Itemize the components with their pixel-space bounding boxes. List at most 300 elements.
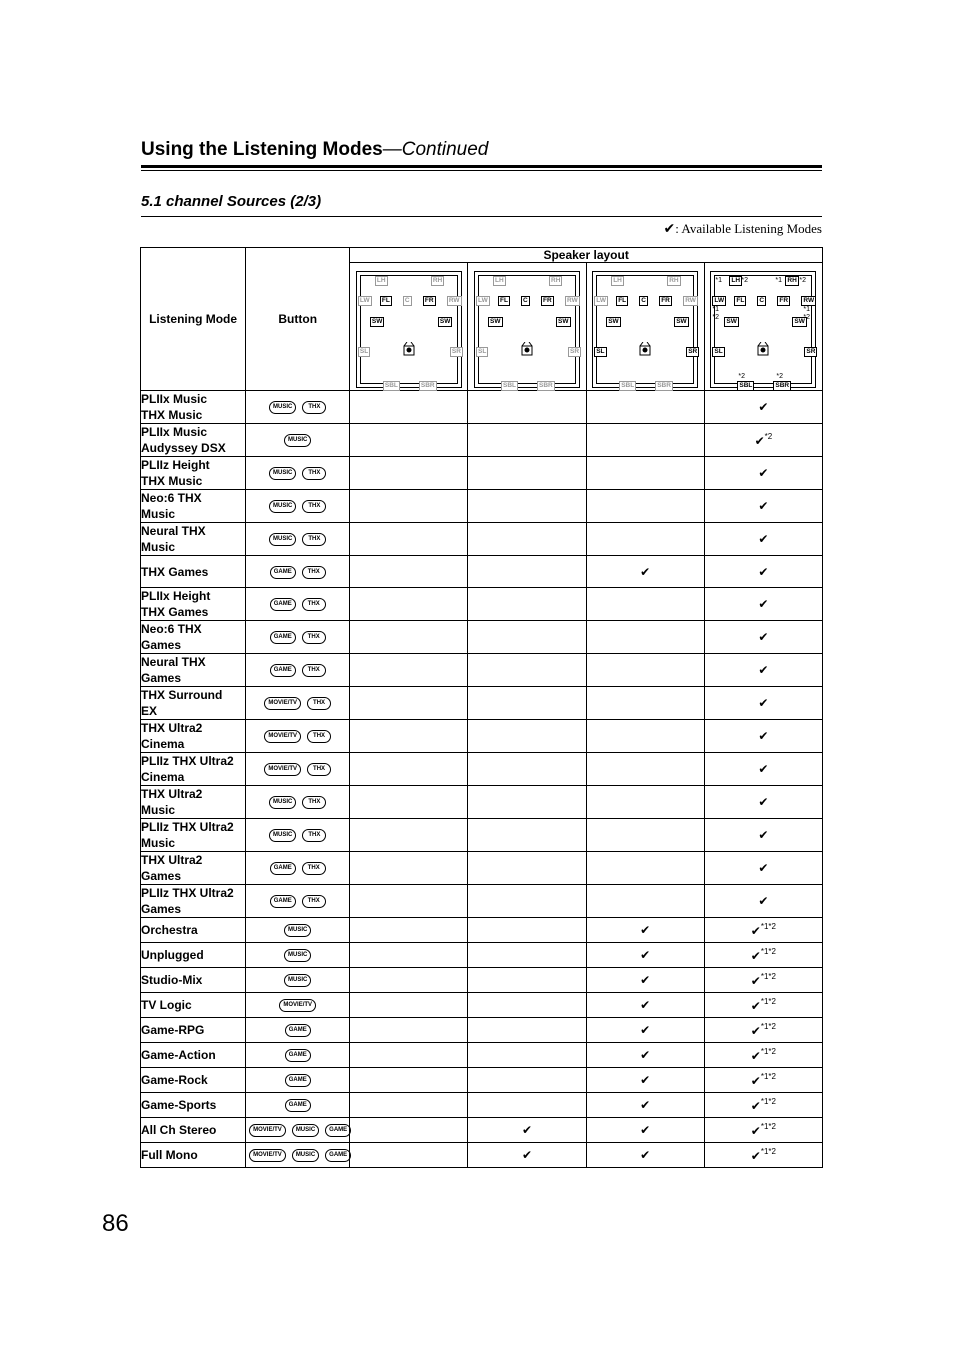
availability-cell-layout-3 [586,943,704,968]
availability-cell-layout-4 [704,852,822,885]
speaker-sl: SL [478,348,487,355]
speaker-sw: SW [371,318,383,325]
table-row [141,391,823,424]
availability-cell-layout-3 [586,621,704,654]
speaker-sbr: SBR [775,382,790,389]
footnote-ref: *1*2 [760,1097,776,1106]
availability-cell-layout-2 [468,1043,586,1068]
check-icon: ✔ [640,1048,651,1062]
speaker-sw: SW [676,318,687,325]
music-button-icon: MUSIC [269,533,296,546]
music-button-icon: MUSIC [269,796,296,809]
speaker-rh: RH [669,277,679,284]
check-icon: ✔ [758,564,769,579]
thx-button-icon: THX [302,500,326,513]
music-button-icon: MUSIC [269,467,296,480]
footnote-marker: *1 [715,277,723,284]
availability-cell-layout-2 [468,424,586,457]
listening-mode-name: THX Ultra2 Music [141,786,246,819]
check-icon: ✔ [750,1099,761,1113]
game-button-icon: GAME [270,566,296,579]
availability-cell-layout-1 [350,993,468,1018]
check-icon: ✔ [750,949,761,963]
speaker-sbl: SBL [739,382,753,389]
speaker-lw: LW [359,297,370,304]
availability-cell-layout-2 [468,993,586,1018]
availability-cell-layout-2 [468,588,586,621]
check-icon: ✔ [640,564,651,579]
availability-cell-layout-2 [468,556,586,588]
listener-icon [520,342,534,356]
availability-cell-layout-4 [704,1018,822,1043]
header-button: Button [246,248,350,391]
mode-buttons [246,852,350,885]
availability-cell-layout-2 [468,1118,586,1143]
check-icon: ✔ [758,532,769,546]
mode-buttons [246,654,350,687]
listening-mode-name: THX Ultra2 Cinema [141,720,246,753]
speaker-sbl: SBL [384,382,398,389]
table-row [141,556,823,588]
check-icon: ✔ [758,861,769,875]
speaker-sr: SR [688,348,698,355]
availability-cell-layout-2 [468,654,586,687]
thx-button-icon: THX [302,631,326,644]
availability-cell-layout-4 [704,654,822,687]
speaker-lw: LW [714,297,725,304]
availability-cell-layout-3 [586,457,704,490]
check-icon: ✔ [750,974,761,988]
listening-mode-name: PLIIx Height THX Games [141,588,246,621]
listening-mode-name: Neural THX Games [141,654,246,687]
game-button-icon: GAME [285,1049,311,1062]
footnote-ref: *1*2 [760,1047,776,1056]
speaker-fl: FL [618,297,627,304]
table-row [141,1143,823,1168]
listening-modes-table [140,247,823,1168]
availability-cell-layout-3 [586,885,704,918]
speaker-c: C [759,297,765,304]
availability-cell-layout-4 [704,490,822,523]
game-button-icon: GAME [325,1149,351,1162]
mode-buttons [246,391,350,424]
availability-cell-layout-4 [704,720,822,753]
availability-cell-layout-1 [350,621,468,654]
listening-mode-name: THX Games [141,556,246,588]
speaker-lw: LW [478,297,488,304]
speaker-sl: SL [714,348,723,355]
section-title: 5.1 channel Sources (2/3) [141,193,322,210]
thx-button-icon: THX [307,697,331,710]
listening-mode-name: Game-Rock [141,1068,246,1093]
listening-mode-name: Game-RPG [141,1018,246,1043]
speaker-sw: SW [558,318,569,325]
availability-cell-layout-4 [704,556,822,588]
mode-buttons [246,687,350,720]
availability-cell-layout-2 [468,819,586,852]
speaker-fr: FR [424,297,434,304]
availability-cell-layout-4 [704,687,822,720]
music-button-icon: MUSIC [292,1149,319,1162]
availability-cell-layout-3 [586,490,704,523]
availability-cell-layout-3 [586,852,704,885]
mode-buttons [246,819,350,852]
table-row [141,523,823,556]
footnote-ref: *2 [764,432,773,441]
check-icon: ✔ [640,998,651,1012]
check-icon: ✔ [758,663,769,677]
movie-button-icon: MOVIE/TV [264,763,301,776]
footnote-ref: *1*2 [760,972,776,981]
speaker-layout-4 [704,263,822,391]
listening-mode-name: PLIIx Music Audyssey DSX [141,424,246,457]
table-row [141,687,823,720]
thx-button-icon: THX [307,763,331,776]
table-row [141,1118,823,1143]
music-button-icon: MUSIC [269,401,296,414]
mode-buttons [246,588,350,621]
table-row [141,943,823,968]
game-button-icon: GAME [270,598,296,611]
footnote-marker: *1 [803,306,811,313]
speaker-sr: SR [570,348,580,355]
check-icon: ✔ [758,729,769,743]
speaker-rh: RH [432,277,443,284]
table-row [141,819,823,852]
table-row [141,852,823,885]
section-rule [141,216,822,217]
availability-cell-layout-4 [704,621,822,654]
check-icon: ✔ [750,1049,761,1063]
listening-mode-name: Full Mono [141,1143,246,1168]
check-icon: ✔ [750,1024,761,1038]
speaker-lw: LW [596,297,606,304]
availability-cell-layout-2 [468,720,586,753]
availability-cell-layout-3 [586,687,704,720]
availability-cell-layout-4 [704,523,822,556]
availability-cell-layout-2 [468,885,586,918]
check-icon: ✔ [758,696,769,710]
speaker-fl: FL [736,297,745,304]
table-row [141,654,823,687]
speaker-c: C [523,297,528,304]
table-row [141,490,823,523]
availability-cell-layout-1 [350,1068,468,1093]
availability-cell-layout-3 [586,523,704,556]
listening-mode-name: Neo:6 THX Music [141,490,246,523]
availability-cell-layout-2 [468,1093,586,1118]
music-button-icon: MUSIC [292,1124,319,1137]
mode-buttons [246,424,350,457]
availability-cell-layout-1 [350,753,468,786]
speaker-fl: FL [500,297,508,304]
availability-cell-layout-4 [704,753,822,786]
movie-button-icon: MOVIE/TV [249,1149,286,1162]
speaker-lh: LH [495,277,504,284]
header-rule [141,165,822,168]
availability-cell-layout-2 [468,1018,586,1043]
availability-cell-layout-3 [586,556,704,588]
check-icon: ✔ [522,1123,533,1137]
game-button-icon: GAME [285,1074,311,1087]
speaker-sbr: SBR [420,382,435,389]
availability-cell-layout-1 [350,720,468,753]
speaker-layout-3 [586,263,704,391]
availability-cell-layout-2 [468,943,586,968]
speaker-sbr: SBR [539,382,553,389]
movie-button-icon: MOVIE/TV [264,730,301,743]
movie-button-icon: MOVIE/TV [264,697,301,710]
availability-cell-layout-1 [350,1093,468,1118]
availability-cell-layout-4 [704,1043,822,1068]
availability-cell-layout-4 [704,786,822,819]
speaker-rh: RH [551,277,561,284]
check-icon: ✔ [758,630,769,644]
check-icon: ✔ [758,466,769,480]
speaker-fr: FR [661,297,670,304]
availability-cell-layout-4 [704,943,822,968]
availability-cell-layout-1 [350,457,468,490]
mode-buttons [246,943,350,968]
table-row [141,968,823,993]
legend: ✔: Available Listening Modes [663,221,822,237]
availability-cell-layout-3 [586,918,704,943]
mode-buttons [246,556,350,588]
listening-mode-name: Neo:6 THX Games [141,621,246,654]
thx-button-icon: THX [307,730,331,743]
thx-button-icon: THX [302,829,326,842]
availability-cell-layout-2 [468,457,586,490]
check-icon: ✔ [750,924,761,938]
thx-button-icon: THX [302,401,326,414]
mode-buttons [246,968,350,993]
speaker-rw: RW [448,297,460,304]
availability-cell-layout-3 [586,786,704,819]
speaker-sr: SR [451,348,461,355]
availability-cell-layout-2 [468,786,586,819]
check-icon: ✔ [640,1023,651,1037]
speaker-layout-1 [350,263,468,391]
speaker-layout-2 [468,263,586,391]
availability-cell-layout-3 [586,588,704,621]
listening-mode-name: TV Logic [141,993,246,1018]
check-icon: ✔ [640,948,651,962]
mode-buttons [246,1118,350,1143]
table-row [141,1093,823,1118]
availability-cell-layout-2 [468,621,586,654]
listening-mode-name: Game-Sports [141,1093,246,1118]
mode-buttons [246,918,350,943]
availability-cell-layout-3 [586,968,704,993]
thx-button-icon: THX [302,467,326,480]
footnote-marker: *2 [712,314,720,321]
thx-button-icon: THX [302,895,326,908]
availability-cell-layout-3 [586,753,704,786]
game-button-icon: GAME [270,631,296,644]
music-button-icon: MUSIC [269,829,296,842]
table-row [141,993,823,1018]
thx-button-icon: THX [302,862,326,875]
availability-cell-layout-1 [350,943,468,968]
availability-cell-layout-4 [704,993,822,1018]
availability-cell-layout-2 [468,687,586,720]
availability-cell-layout-1 [350,391,468,424]
availability-cell-layout-2 [468,490,586,523]
mode-buttons [246,885,350,918]
availability-cell-layout-1 [350,588,468,621]
listening-mode-name: Unplugged [141,943,246,968]
availability-cell-layout-1 [350,1018,468,1043]
availability-cell-layout-1 [350,1043,468,1068]
listening-mode-name: PLIIz THX Ultra2 Games [141,885,246,918]
mode-buttons [246,490,350,523]
table-row [141,1043,823,1068]
check-icon: ✔ [640,1098,651,1112]
footnote-marker: *2 [776,373,784,380]
speaker-sr: SR [806,348,816,355]
mode-buttons [246,523,350,556]
listening-mode-name: Studio-Mix [141,968,246,993]
listening-mode-name: THX Surround EX [141,687,246,720]
footnote-ref: *1*2 [760,1122,776,1131]
check-icon: ✔ [758,499,769,513]
speaker-sl: SL [596,348,605,355]
table-row [141,753,823,786]
availability-cell-layout-2 [468,968,586,993]
availability-cell-layout-1 [350,885,468,918]
availability-cell-layout-2 [468,753,586,786]
speaker-fr: FR [779,297,789,304]
check-icon: ✔ [758,828,769,842]
check-icon: ✔ [750,999,761,1013]
footnote-marker: *2 [799,277,807,284]
listening-mode-name: Game-Action [141,1043,246,1068]
check-icon: ✔ [640,1073,651,1087]
footnote-marker: *1 [712,306,720,313]
availability-cell-layout-3 [586,1118,704,1143]
availability-cell-layout-2 [468,918,586,943]
availability-cell-layout-3 [586,654,704,687]
listener-icon [756,342,770,356]
music-button-icon: MUSIC [284,974,311,987]
availability-cell-layout-1 [350,654,468,687]
speaker-sl: SL [359,348,369,355]
music-button-icon: MUSIC [284,924,311,937]
game-button-icon: GAME [270,862,296,875]
availability-cell-layout-4 [704,457,822,490]
speaker-sbl: SBL [503,382,517,389]
table-row [141,918,823,943]
header-listening-mode: Listening Mode [141,248,246,391]
availability-cell-layout-3 [586,819,704,852]
availability-cell-layout-3 [586,1143,704,1168]
speaker-sw: SW [608,318,619,325]
speaker-lh: LH [613,277,622,284]
availability-cell-layout-2 [468,1068,586,1093]
check-icon: ✔ [750,1149,761,1163]
availability-cell-layout-1 [350,968,468,993]
availability-cell-layout-1 [350,852,468,885]
availability-cell-layout-4 [704,819,822,852]
table-row [141,457,823,490]
availability-cell-layout-4 [704,1068,822,1093]
listener-icon [402,342,416,356]
footnote-marker: *2 [741,277,749,284]
speaker-sw: SW [726,318,737,325]
footnote-ref: *1*2 [760,947,776,956]
availability-cell-layout-3 [586,720,704,753]
availability-cell-layout-1 [350,786,468,819]
header-speaker-layout: Speaker layout [350,248,823,263]
table-row [141,1018,823,1043]
mode-buttons [246,786,350,819]
availability-cell-layout-1 [350,1118,468,1143]
footnote-marker: *2 [803,314,811,321]
availability-cell-layout-4 [704,588,822,621]
availability-cell-layout-1 [350,490,468,523]
availability-cell-layout-1 [350,1143,468,1168]
speaker-rw: RW [567,297,578,304]
game-button-icon: GAME [285,1099,311,1112]
availability-cell-layout-2 [468,391,586,424]
listening-mode-name: PLIIz THX Ultra2 Cinema [141,753,246,786]
check-icon: ✔ [640,973,651,987]
table-row [141,621,823,654]
availability-cell-layout-1 [350,918,468,943]
availability-cell-layout-3 [586,1068,704,1093]
check-icon: ✔ [758,762,769,776]
mode-buttons [246,1068,350,1093]
movie-button-icon: MOVIE/TV [279,999,316,1012]
mode-buttons [246,1143,350,1168]
check-icon: ✔ [758,597,769,611]
table-row [141,424,823,457]
listening-mode-name: PLIIx Music THX Music [141,391,246,424]
mode-buttons [246,1093,350,1118]
speaker-lh: LH [376,277,386,284]
speaker-fl: FL [381,297,390,304]
listening-mode-name: All Ch Stereo [141,1118,246,1143]
footnote-marker: *1 [775,277,783,284]
check-icon: ✔ [640,923,651,937]
availability-cell-layout-1 [350,424,468,457]
speaker-sw: SW [439,318,451,325]
listening-mode-name: PLIIz THX Ultra2 Music [141,819,246,852]
table-row [141,720,823,753]
mode-buttons [246,720,350,753]
footnote-ref: *1*2 [760,1147,776,1156]
mode-buttons [246,993,350,1018]
listening-mode-name: Neural THX Music [141,523,246,556]
speaker-sbl: SBL [621,382,635,389]
game-button-icon: GAME [270,895,296,908]
footnote-ref: *1*2 [760,1022,776,1031]
check-icon: ✔ [758,400,769,414]
mode-buttons [246,1018,350,1043]
movie-button-icon: MOVIE/TV [249,1124,286,1137]
thx-button-icon: THX [302,533,326,546]
table-row [141,786,823,819]
speaker-c: C [641,297,646,304]
listening-mode-name: Orchestra [141,918,246,943]
music-button-icon: MUSIC [284,434,311,447]
availability-cell-layout-3 [586,1093,704,1118]
game-button-icon: GAME [285,1024,311,1037]
footnote-ref: *1*2 [760,997,776,1006]
table-row [141,885,823,918]
thx-button-icon: THX [302,664,326,677]
availability-cell-layout-3 [586,1043,704,1068]
